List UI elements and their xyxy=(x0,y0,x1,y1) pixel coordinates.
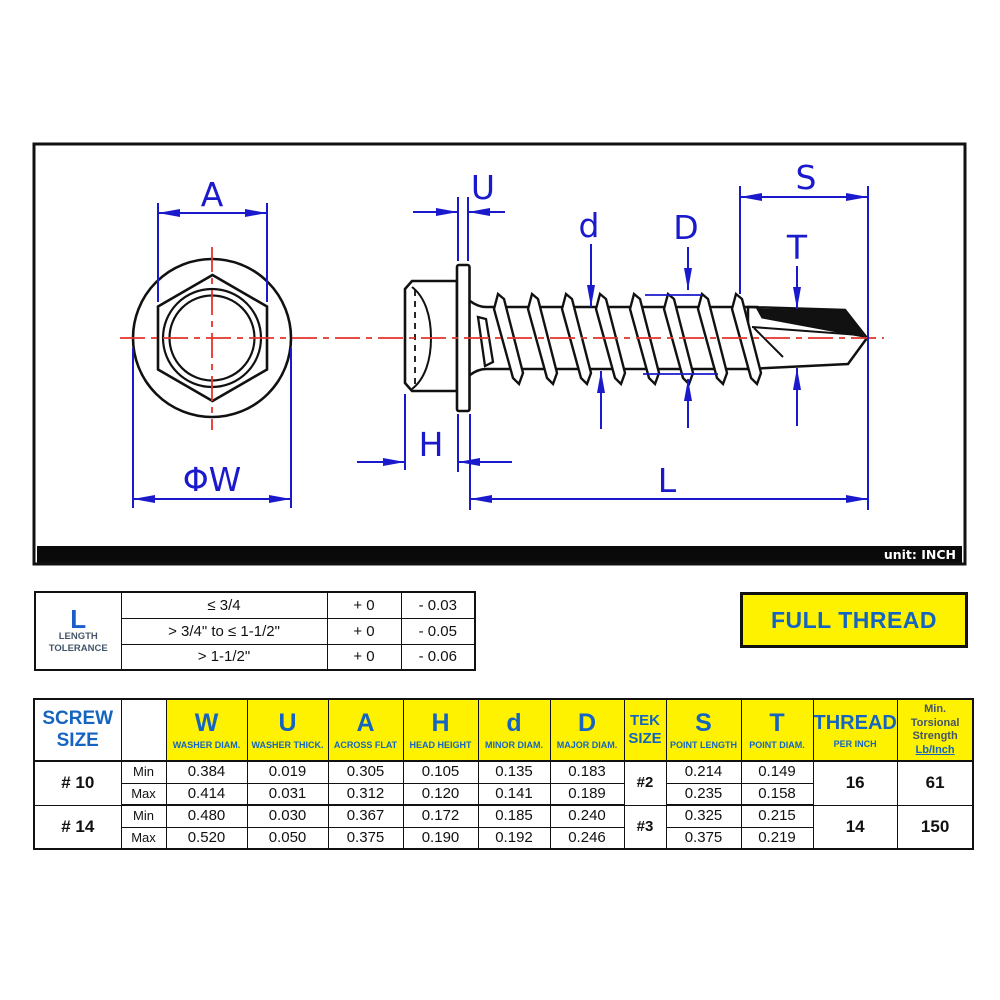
value-cell: 0.172 xyxy=(403,805,478,827)
value-cell: 0.375 xyxy=(328,827,403,849)
tolerance-sub-line1: LENGTH xyxy=(58,631,98,642)
value-cell: 0.214 xyxy=(666,761,741,783)
value-cell: 0.149 xyxy=(741,761,813,783)
header-col-d-minor: d MINOR DIAM. xyxy=(478,699,550,761)
label-d-minor: d xyxy=(578,206,600,245)
value-cell: 0.375 xyxy=(666,827,741,849)
value-cell: 0.158 xyxy=(741,783,813,805)
value-cell: 0.031 xyxy=(247,783,328,805)
full-thread-label: FULL THREAD xyxy=(770,606,938,633)
value-cell: 0.185 xyxy=(478,805,550,827)
value-cell: 0.384 xyxy=(166,761,247,783)
value-cell: 0.305 xyxy=(328,761,403,783)
tolerance-minus-cell: - 0.06 xyxy=(401,644,475,670)
header-col-tek: TEK SIZE xyxy=(624,699,666,761)
minmax-cell: Max xyxy=(121,827,166,849)
header-col-d-major: D MAJOR DIAM. xyxy=(550,699,624,761)
value-cell: 0.120 xyxy=(403,783,478,805)
header-col-t: T POINT DIAM. xyxy=(741,699,813,761)
tolerance-label-cell xyxy=(35,592,121,670)
tek-2-cell: #2 xyxy=(624,761,666,805)
value-cell: 0.141 xyxy=(478,783,550,805)
header-minmax-spacer xyxy=(121,699,166,761)
header-col-s: S POINT LENGTH xyxy=(666,699,741,761)
tek-3-cell: #3 xyxy=(624,805,666,849)
value-cell: 0.189 xyxy=(550,783,624,805)
value-cell: 0.192 xyxy=(478,827,550,849)
unit-bar xyxy=(37,546,962,563)
torsional-150-cell: 150 xyxy=(897,805,973,849)
label-t: T xyxy=(786,228,808,267)
header-screw-size: SCREW SIZE xyxy=(34,699,121,761)
value-cell: 0.105 xyxy=(403,761,478,783)
torsional-61-cell: 61 xyxy=(897,761,973,805)
label-u: U xyxy=(470,168,496,207)
value-cell: 0.235 xyxy=(666,783,741,805)
header-col-torsional: Min. Torsional Strength Lb/Inch xyxy=(897,699,973,761)
tolerance-range-cell: > 1-1/2" xyxy=(121,644,327,670)
label-a: A xyxy=(200,175,224,214)
tolerance-plus-cell: + 0 xyxy=(327,644,401,670)
header-col-thread: THREAD PER INCH xyxy=(813,699,897,761)
value-cell: 0.325 xyxy=(666,805,741,827)
value-cell: 0.480 xyxy=(166,805,247,827)
header-col-a: A ACROSS FLAT xyxy=(328,699,403,761)
tolerance-letter: L xyxy=(70,604,87,634)
value-cell: 0.190 xyxy=(403,827,478,849)
header-col-h: H HEAD HEIGHT xyxy=(403,699,478,761)
value-cell: 0.520 xyxy=(166,827,247,849)
value-cell: 0.246 xyxy=(550,827,624,849)
label-l: L xyxy=(657,461,677,500)
tolerance-range-cell: > 3/4" to ≤ 1-1/2" xyxy=(121,618,327,644)
tolerance-plus-cell: + 0 xyxy=(327,618,401,644)
value-cell: 0.240 xyxy=(550,805,624,827)
length-tolerance-table xyxy=(34,591,476,671)
unit-note: unit: INCH xyxy=(883,547,956,562)
label-d-major: D xyxy=(673,208,699,247)
size-14-cell: # 14 xyxy=(34,805,121,849)
value-cell: 0.019 xyxy=(247,761,328,783)
value-cell: 0.219 xyxy=(741,827,813,849)
label-h: H xyxy=(418,425,444,464)
minmax-cell: Min xyxy=(121,761,166,783)
minmax-cell: Max xyxy=(121,783,166,805)
value-cell: 0.414 xyxy=(166,783,247,805)
value-cell: 0.050 xyxy=(247,827,328,849)
tolerance-minus-cell: - 0.05 xyxy=(401,618,475,644)
full-thread-badge xyxy=(740,592,968,648)
tolerance-plus-cell: + 0 xyxy=(327,592,401,618)
spec-table xyxy=(33,698,974,850)
tolerance-minus-cell: - 0.03 xyxy=(401,592,475,618)
value-cell: 0.183 xyxy=(550,761,624,783)
value-cell: 0.215 xyxy=(741,805,813,827)
tolerance-sub-line2: TOLERANCE xyxy=(48,643,108,654)
value-cell: 0.030 xyxy=(247,805,328,827)
thread-14-cell: 14 xyxy=(813,805,897,849)
minmax-cell: Min xyxy=(121,805,166,827)
label-phi-w: ΦW xyxy=(182,460,242,499)
value-cell: 0.135 xyxy=(478,761,550,783)
label-s: S xyxy=(795,158,817,197)
value-cell: 0.312 xyxy=(328,783,403,805)
thread-16-cell: 16 xyxy=(813,761,897,805)
tolerance-range-cell: ≤ 3/4 xyxy=(121,592,327,618)
value-cell: 0.367 xyxy=(328,805,403,827)
header-col-w: W WASHER DIAM. xyxy=(166,699,247,761)
header-col-u: U WASHER THICK. xyxy=(247,699,328,761)
size-10-cell: # 10 xyxy=(34,761,121,805)
